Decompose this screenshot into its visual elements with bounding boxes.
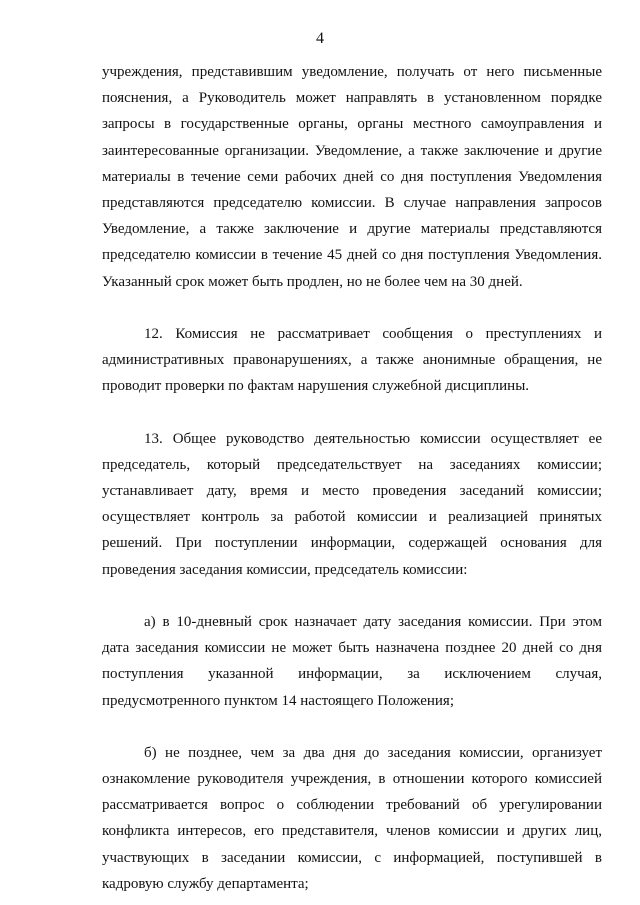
paragraph-gap [102,295,602,321]
text-line: рассматривается вопрос о соблюдении требований об урегулировании [102,797,602,814]
text-line: б) не позднее, чем за два дня до заседания комиссии, организует [144,744,602,761]
text-line: ознакомление руководителя учреждения, в отношении которого комиссией [102,771,602,788]
text-line: представляются председателю комиссии. В случае направления запросов [102,194,602,211]
paragraph-12 [102,321,602,400]
text-line: а) в 10-дневный срок назначает дату заседания комиссии. При этом [144,613,602,630]
text-line: 13. Общее руководство деятельностью комиссии осуществляет ее [144,430,602,447]
text-line: Уведомление, а также заключение и другие материалы представляются [102,221,602,238]
text-line: проведения заседания комиссии, председатель комиссии: [102,561,468,578]
text-line: устанавливает дату, время и место проведения заседаний комиссии; [102,483,602,499]
document-body [102,59,602,897]
text-line: дата заседания комиссии не может быть назначена позднее 20 дней со дня [102,640,602,657]
paragraph-gap [102,714,602,740]
paragraph-continuation [102,59,602,295]
text-line: пояснения, а Руководитель может направлять в установленном порядке [102,90,602,107]
page-number: 4 [316,30,324,47]
text-line: запросы в государственные органы, органы местного самоуправления и [102,116,602,133]
subparagraph-a [102,609,602,714]
text-line: 12. Комиссия не рассматривает сообщения о преступлениях и [144,325,602,342]
text-line: решений. При поступлении информации, содержащей основания для [102,535,602,552]
text-line: осуществляет контроль за работой комиссии и реализацией принятых [102,509,602,526]
text-line: административных правонарушениях, а также анонимные обращения, не [102,352,602,369]
text-line: проводит проверки по фактам нарушения служебной дисциплины. [102,378,530,395]
paragraph-gap [102,583,602,609]
text-line: заинтересованные организации. Уведомление, а также заключение и другие [102,142,602,159]
text-line: председатель, который председательствует на заседаниях комиссии; [102,456,602,473]
paragraph-gap [102,399,602,425]
text-line: предусмотренного пунктом 14 настоящего Положения; [102,692,455,709]
text-line: конфликта интересов, его представителя, членов комиссии и других лиц, [102,823,602,840]
text-line: учреждения, представившим уведомление, получать от него письменные [102,64,602,80]
text-line: участвующих в заседании комиссии, с информацией, поступившей в [102,849,602,866]
text-line: поступления указанной информации, за исключением случая, [102,666,602,683]
text-line: материалы в течение семи рабочих дней со дня поступления Уведомления [102,168,602,185]
text-line: председателю комиссии в течение 45 дней со дня поступления Уведомления. [102,247,602,264]
text-line: Указанный срок может быть продлен, но не более чем на 30 дней. [102,273,523,290]
subparagraph-b [102,740,602,897]
paragraph-13 [102,426,602,583]
text-line: кадровую службу департамента; [102,875,309,892]
